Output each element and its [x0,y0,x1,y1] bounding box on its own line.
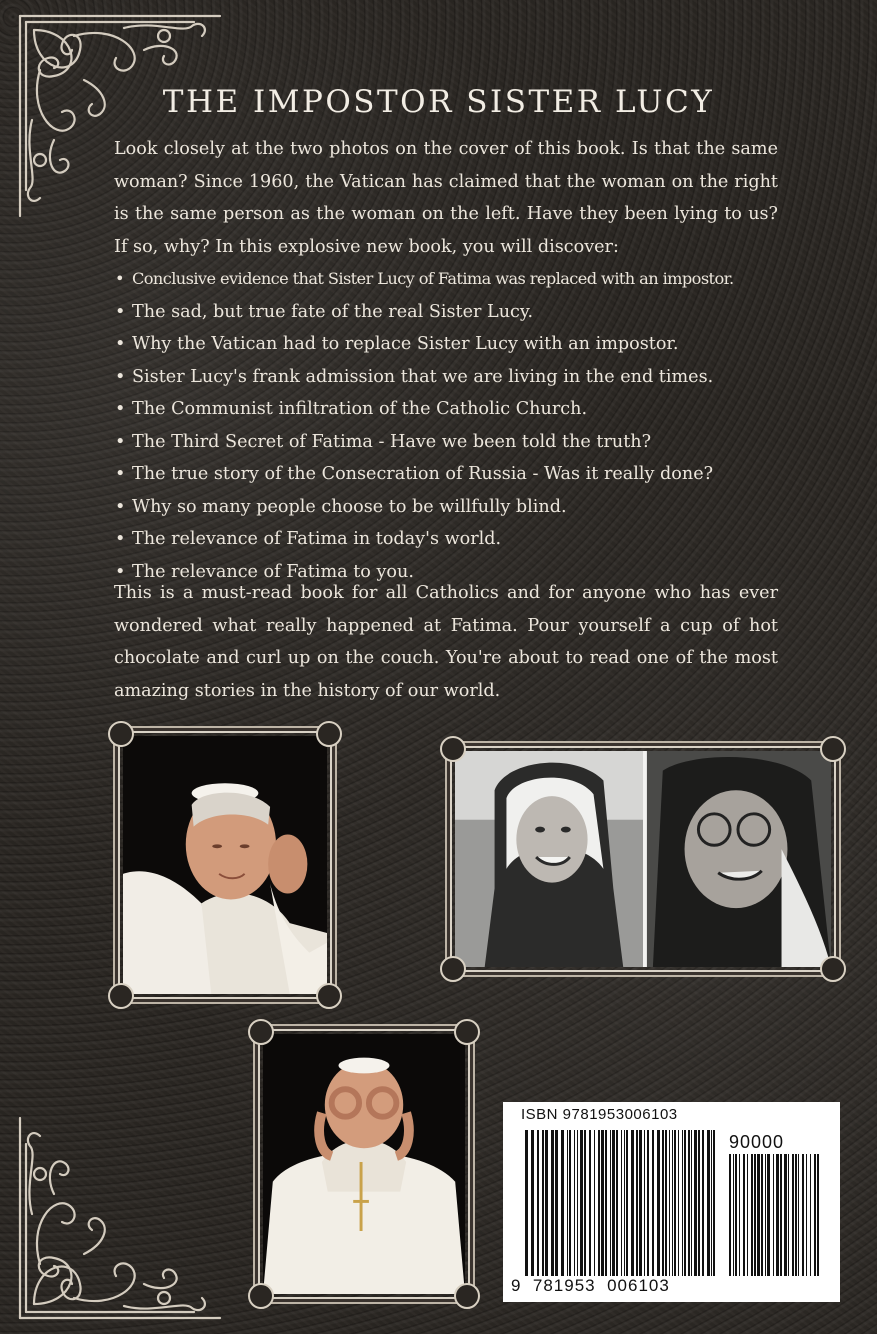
photo-pope-waving [118,731,332,999]
barcode-bar [776,1154,779,1276]
barcode-bar [739,1154,740,1276]
barcode-bar [698,1130,700,1276]
barcode-bar [792,1154,794,1276]
barcode-bar [754,1154,756,1276]
barcode-bar [601,1130,604,1276]
frame-corner-icon [248,1019,274,1045]
barcode-bar [798,1154,799,1276]
barcode-bar [729,1154,731,1276]
frame-corner-icon [316,983,342,1009]
barcode-bar [577,1130,578,1276]
list-item: • Sister Lucy's frank admission that we are living in the end times. [114,361,794,394]
barcode-bar [657,1130,660,1276]
frame-corner-icon [316,721,342,747]
barcode-bar [743,1154,745,1276]
closing-paragraph: This is a must-read book for all Catholics and for anyone who has ever wondered what really happened at Fatima. Pour yourself a cup of hot chocolate and curl up on the couch. You're about to read one of the most amazing stories in the history of our world. [114,583,778,701]
list-item: • The Third Secret of Fatima - Have we been told the truth? [114,426,794,459]
barcode-bars-addon [729,1154,821,1276]
barcode-digits: 9 781953 006103 [511,1276,670,1295]
frame-corner-icon [108,721,134,747]
barcode-bar [580,1130,583,1276]
barcode-bar [784,1154,787,1276]
barcode-bar [605,1130,607,1276]
barcode-bar [669,1130,670,1276]
barcode-bar [647,1130,649,1276]
frame-corner-icon [108,983,134,1009]
frame-corner-icon [440,736,466,762]
barcode-bar [684,1130,686,1276]
pope-goggles-image [263,1034,465,1294]
barcode-bar [542,1130,544,1276]
barcode-bar [765,1154,766,1276]
frame-corner-icon [820,736,846,762]
barcode-bar [545,1130,548,1276]
barcode-bar [780,1154,782,1276]
isbn-label: ISBN 9781953006103 [521,1106,678,1123]
barcode-bar [584,1130,586,1276]
list-item: • The sad, but true fate of the real Sister Lucy. [114,296,794,329]
book-title: THE IMPOSTOR SISTER LUCY [162,84,715,120]
barcode-bar [574,1130,575,1276]
barcode-bar [531,1130,534,1276]
barcode-bar [761,1154,763,1276]
barcode-bar [631,1130,634,1276]
barcode-bar [702,1130,704,1276]
barcode-bar [713,1130,715,1276]
barcode-bar [810,1154,811,1276]
barcode-bar [788,1154,789,1276]
barcode-bar [773,1154,774,1276]
barcode-bar [733,1154,734,1276]
barcode-bar [688,1130,690,1276]
barcode-bar [561,1130,564,1276]
barcode-bar [616,1130,618,1276]
barcode-bar [555,1130,558,1276]
barcode-bar [674,1130,676,1276]
discover-list [114,263,794,588]
ornament-bottom-left-icon [14,1112,226,1324]
list-item: • The relevance of Fatima to you. [114,556,794,589]
barcode-bar [767,1154,770,1276]
intro-paragraph: Look closely at the two photos on the cover of this book. Is that the same woman? Since 1960, the Vatican has claimed that the woman on the right is the same person as the woman on the left. Have they been lying to us? If so, why? In this explosive new book, you will discover: [114,139,778,257]
barcode-bar [537,1130,539,1276]
barcode-bar [711,1130,712,1276]
frame-corner-icon [820,956,846,982]
photo-two-nuns [450,746,836,972]
pope-waving-image [123,736,327,994]
photo-pope-hand-goggles [258,1029,470,1299]
barcode-bar [678,1130,679,1276]
barcode-bar [814,1154,816,1276]
list-item: • The true story of the Consecration of Russia - Was it really done? [114,458,794,491]
barcode-bar [624,1130,625,1276]
barcode-bar [694,1130,697,1276]
barcode-bar [589,1130,591,1276]
barcode-bar [662,1130,664,1276]
barcode-bar [621,1130,622,1276]
barcode-bar [652,1130,654,1276]
list-item: • Why the Vatican had to replace Sister Lucy with an impostor. [114,328,794,361]
barcode-bar [757,1154,760,1276]
barcode-bar [551,1130,554,1276]
barcode-bar [626,1130,628,1276]
barcode-bar [735,1154,737,1276]
isbn-barcode [503,1102,840,1302]
frame-corner-icon [454,1283,480,1309]
barcode-bar [806,1154,807,1276]
barcode-bar [636,1130,638,1276]
price-code: 90000 [729,1132,785,1152]
barcode-bar [644,1130,645,1276]
frame-corner-icon [248,1283,274,1309]
barcode-bar [802,1154,804,1276]
frame-corner-icon [454,1019,480,1045]
barcode-bar [795,1154,797,1276]
barcode-bar [665,1130,667,1276]
list-item: • Conclusive evidence that Sister Lucy of Fatima was replaced with an impostor. [114,263,794,296]
barcode-bar [751,1154,753,1276]
barcode-bar [594,1130,595,1276]
barcode-bar [569,1130,571,1276]
list-item: • The relevance of Fatima in today's world. [114,523,794,556]
barcode-bar [707,1130,710,1276]
barcode-bar [612,1130,615,1276]
barcode-bar [567,1130,568,1276]
two-nuns-image [455,751,831,967]
barcode-bar [525,1130,528,1276]
barcode-bar [598,1130,600,1276]
frame-corner-icon [440,956,466,982]
barcode-bar [691,1130,692,1276]
barcode-bars-main [525,1130,717,1276]
barcode-bar [610,1130,611,1276]
barcode-bar [639,1130,642,1276]
barcode-bar [682,1130,683,1276]
list-item: • The Communist infiltration of the Catholic Church. [114,393,794,426]
barcode-bar [672,1130,673,1276]
barcode-bar [817,1154,819,1276]
barcode-bar [747,1154,748,1276]
list-item: • Why so many people choose to be willfully blind. [114,491,794,524]
